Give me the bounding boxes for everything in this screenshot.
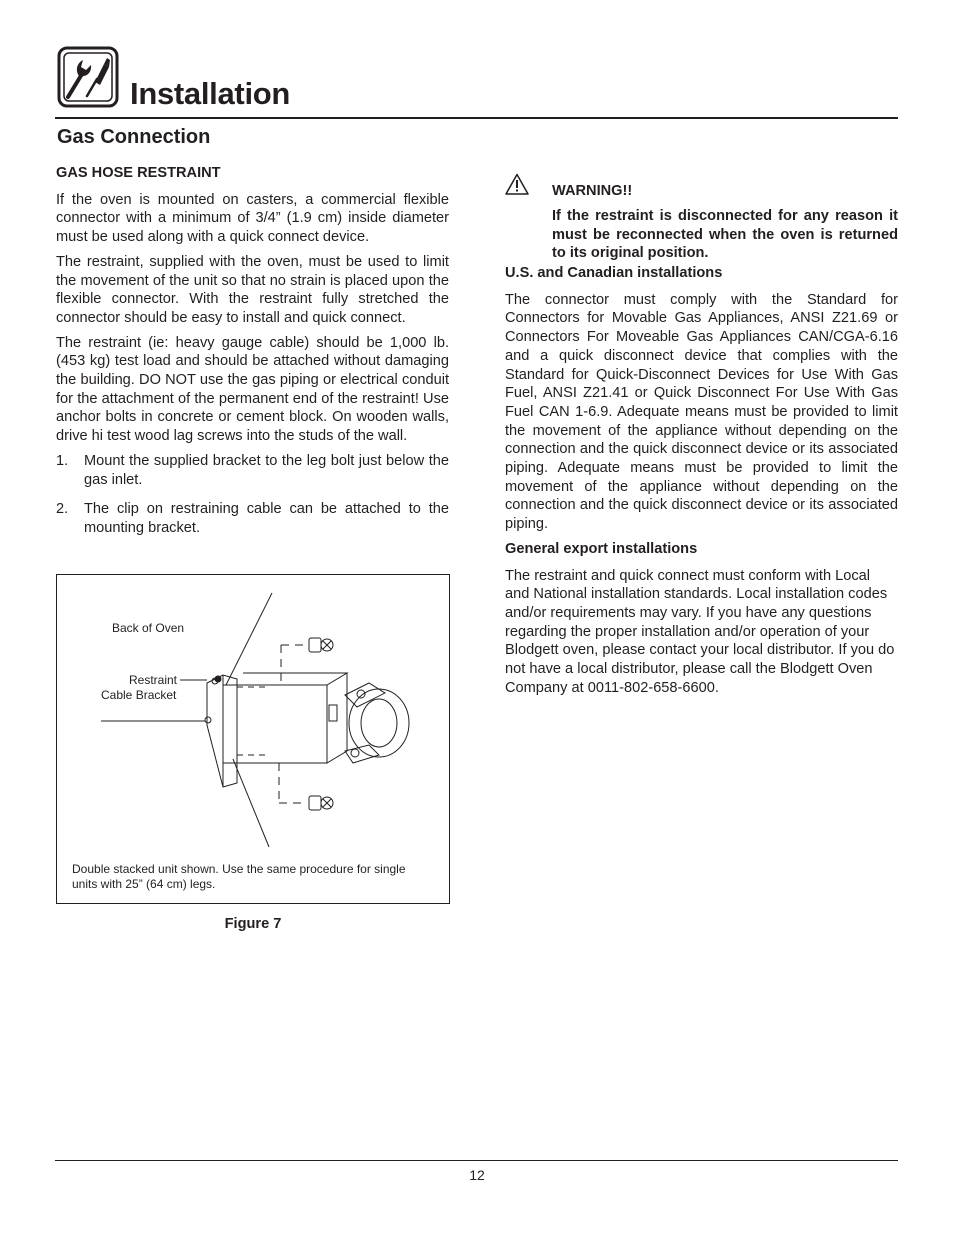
page-title: Installation [130,76,291,111]
export-paragraph: The restraint and quick connect must conform with Local and National installation standards. Local installation codes and/or requirements may vary. If you have any questions regarding the proper installation and/or operation of your Blodgett oven, please contact your local distributor. If you do not have a local distributor, please call the Blodgett Oven Company at 0011-802-658-6600. [505,567,895,696]
step-text: Mount the supplied bracket to the leg bolt just below the gas inlet. [84,452,449,488]
warning-box [505,173,898,264]
figure-7 [56,574,450,904]
right-column [505,173,898,703]
list-item [56,452,449,489]
header-divider [55,117,898,119]
warning-text: If the restraint is disconnected for any reason it must be reconnected when the oven is returned to its original position. [552,208,898,262]
figure-caption: Figure 7 [224,916,282,932]
us-canadian-heading: U.S. and Canadian installations [505,265,723,281]
cable-bracket-label: Cable Bracket [101,688,177,702]
paragraph: The restraint (ie: heavy gauge cable) should be 1,000 lb. (453 kg) test load and should be attached without damaging the building. DO NOT use the gas piping or electrical conduit for the attachment of the permanent end of the restraint! Use anchor bolts in concrete or cement block. On wooden walls, drive hi test wood lag screws into the studs of the wall. [56,334,449,445]
export-heading: General export installations [505,540,698,557]
paragraph: If the oven is mounted on casters, a commercial flexible connector with a minimum of 3/4” (1.9 cm) inside diameter must be used along with a quick connect device. [56,191,449,246]
left-column [56,164,449,538]
section-title: Gas Connection [57,126,211,148]
restraint-label: Restraint [129,673,178,687]
step-text: The clip on restraining cable can be attached to the mounting bracket. [84,501,449,536]
back-of-oven-label: Back of Oven [112,621,185,635]
paragraph: The restraint, supplied with the oven, must be used to limit the movement of the unit so that no strain is placed upon the flexible connector. With the restraint fully stretched the connector should be easy to install and quick connect. [56,253,449,326]
warning-title: WARNING!! [552,183,633,199]
us-canadian-paragraph: The connector must comply with the Standard for Connectors for Movable Gas Appliances, ANSI Z21.69 or Connectors For Moveable Gas Appliances CAN/CGA-6.16 and a quick disconnect device that complies with the Standard for Quick-Disconnect Devices for Use With Gas Fuel, ANSI Z21.41 or Quick Disconnect For Use With Gas Fuel CAN 1-6.9. Adequate means must be provided to limit the movement of the appliance without depending on the connection and the quick disconnect device or its associated piping. Adequate means must be provided to limit the movement of the appliance without depending on the connection and the quick disconnect device or its associated piping. [505,291,898,533]
tools-icon [57,46,119,108]
page-number: 12 [469,1167,485,1183]
warning-triangle-icon [505,173,529,195]
list-item [56,500,449,537]
step-number: 2. [56,501,69,518]
step-number: 1. [56,452,69,469]
figure-note: Double stacked unit shown. Use the same procedure for single units with 25” (64 cm) legs. [72,862,406,891]
gas-hose-restraint-heading: GAS HOSE RESTRAINT [56,165,221,181]
footer-divider [55,1160,898,1161]
installation-steps [56,452,449,538]
